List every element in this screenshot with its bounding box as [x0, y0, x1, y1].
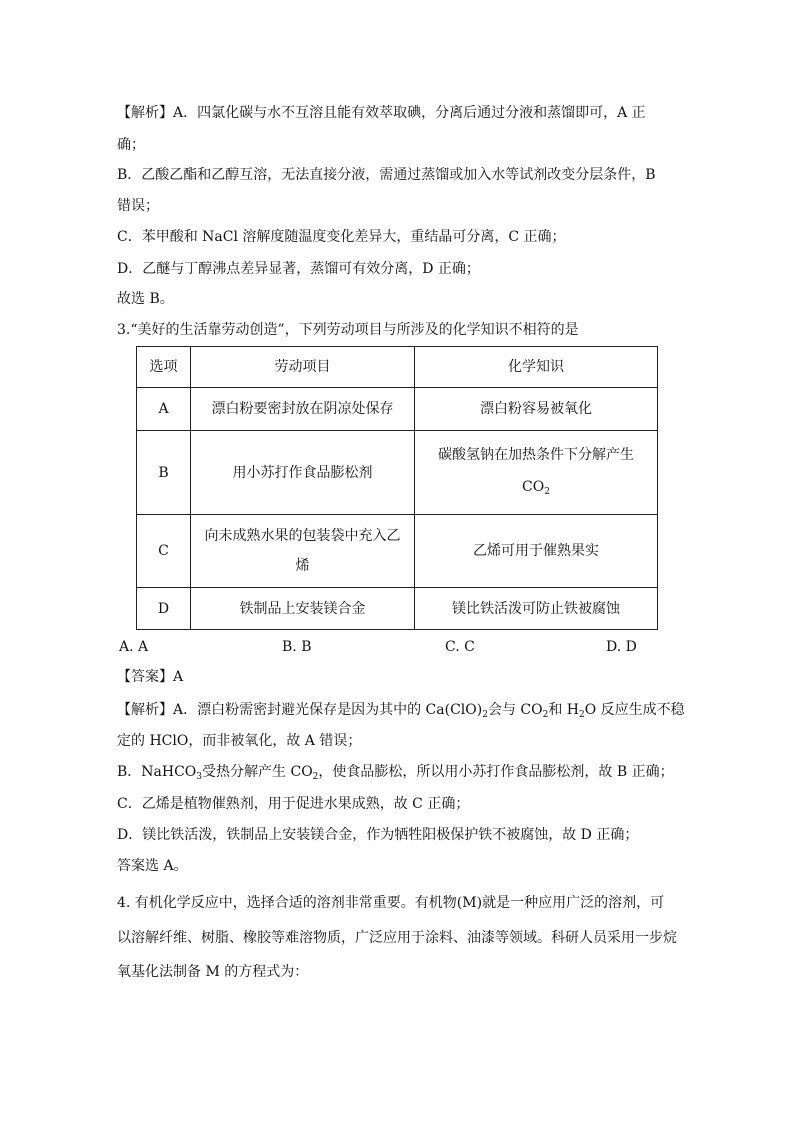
table-header-cell: 化学知识: [415, 347, 658, 388]
text-segment: 受热分解产生 CO: [202, 764, 313, 780]
subscript: 2: [482, 710, 488, 720]
question-4-line-1: 4. 有机化学反应中，选择合适的溶剂非常重要。有机物(M)就是一种应用广泛的溶剂，可: [117, 895, 665, 911]
explanation-line-2: 定的 HClO，而非被氧化，故 A 错误；: [117, 733, 362, 749]
table-cell-knowledge: 乙烯可用于催熟果实: [415, 515, 658, 588]
table-cell-option: D: [137, 588, 191, 630]
table-cell-option: C: [137, 515, 191, 588]
subscript: 2: [544, 487, 550, 497]
text-segment: ，使食品膨松，所以用小苏打作食品膨松剂，故 B 正确；: [318, 764, 674, 780]
table-cell-option: B: [137, 431, 191, 515]
table-cell-item: 漂白粉要密封放在阴凉处保存: [191, 388, 415, 431]
table-cell-item: 铁制品上安装镁合金: [191, 588, 415, 630]
text-segment: 【解析】A．漂白粉需密封避光保存是因为其中的 Ca(ClO): [117, 702, 483, 718]
choice-a: A. A: [119, 639, 149, 655]
knowledge-line: [421, 472, 651, 507]
text-segment: 会与 CO: [487, 702, 543, 718]
choice-d: D. D: [606, 639, 637, 655]
analysis-line-2: 确；: [117, 137, 145, 153]
table-header-cell: 选项: [137, 347, 191, 388]
table-cell-knowledge: [415, 431, 658, 515]
choice-c: C. C: [445, 639, 475, 655]
question-4-line-2: 以溶解纤维、树脂、橡胶等难溶物质，广泛应用于涂料、油漆等领域。科研人员采用一步烷: [117, 930, 677, 946]
analysis-line-1: 【解析】A．四氯化碳与水不互溶且能有效萃取碘，分离后通过分液和蒸馏即可，A 正: [117, 105, 646, 121]
table-header-cell: 劳动项目: [191, 347, 415, 388]
explanation-line-4: C．乙烯是植物催熟剂，用于促进水果成熟，故 C 正确；: [117, 796, 470, 812]
text-segment: 和 H: [548, 702, 579, 718]
table-cell-knowledge: 镁比铁活泼可防止铁被腐蚀: [415, 588, 658, 630]
text-segment: O 反应生成不稳: [584, 702, 685, 718]
table-row: [137, 515, 658, 588]
item-line: 烯: [295, 558, 310, 574]
table-cell-item: [191, 515, 415, 588]
question-3-stem: 3.“美好的生活靠劳动创造”，下列劳动项目与所涉及的化学知识不相符的是: [117, 322, 579, 338]
knowledge-line: 碳酸氢钠在加热条件下分解产生: [438, 447, 634, 463]
item-line: 向未成熟水果的包装袋中充入乙: [204, 528, 401, 544]
analysis-line-4: 错误；: [117, 198, 159, 214]
table-cell-option: A: [137, 388, 191, 431]
formula-co2: CO: [522, 479, 545, 495]
explanation-line-5: D．镁比铁活泼，铁制品上安装镁合金，作为牺牲阳极保护铁不被腐蚀，故 D 正确；: [117, 827, 639, 843]
analysis-line-3: B．乙酸乙酯和乙醇互溶，无法直接分液，需通过蒸馏或加入水等试剂改变分层条件，B: [117, 167, 656, 183]
subscript: 2: [312, 772, 319, 782]
explanation-line-6: 答案选 A。: [117, 858, 188, 874]
table-cell-item: 用小苏打作食品膨松剂: [191, 431, 415, 515]
analysis-line-7: 故选 B。: [117, 291, 174, 307]
table-row: [137, 388, 658, 431]
table-row: [137, 588, 658, 630]
analysis-line-5: C．苯甲酸和 NaCl 溶解度随温度变化差异大，重结晶可分离，C 正确；: [117, 229, 566, 245]
analysis-line-6: D．乙醚与丁醇沸点差异显著，蒸馏可有效分离，D 正确；: [117, 261, 480, 277]
answer-line: 【答案】A: [117, 669, 184, 685]
subscript: 2: [542, 710, 549, 720]
text-segment: B．NaHCO: [117, 764, 197, 780]
explanation-line-1: [117, 700, 685, 725]
subscript: 2: [579, 710, 585, 720]
question-4-line-3: 氧基化法制备 M 的方程式为：: [117, 964, 309, 980]
table-row: [137, 431, 658, 515]
table-cell-knowledge: 漂白粉容易被氧化: [415, 388, 658, 431]
question-3-table: [136, 346, 658, 630]
subscript: 3: [196, 772, 203, 782]
explanation-line-3: [117, 762, 674, 787]
choice-b: B. B: [282, 639, 312, 655]
table-header-row: [137, 347, 658, 388]
